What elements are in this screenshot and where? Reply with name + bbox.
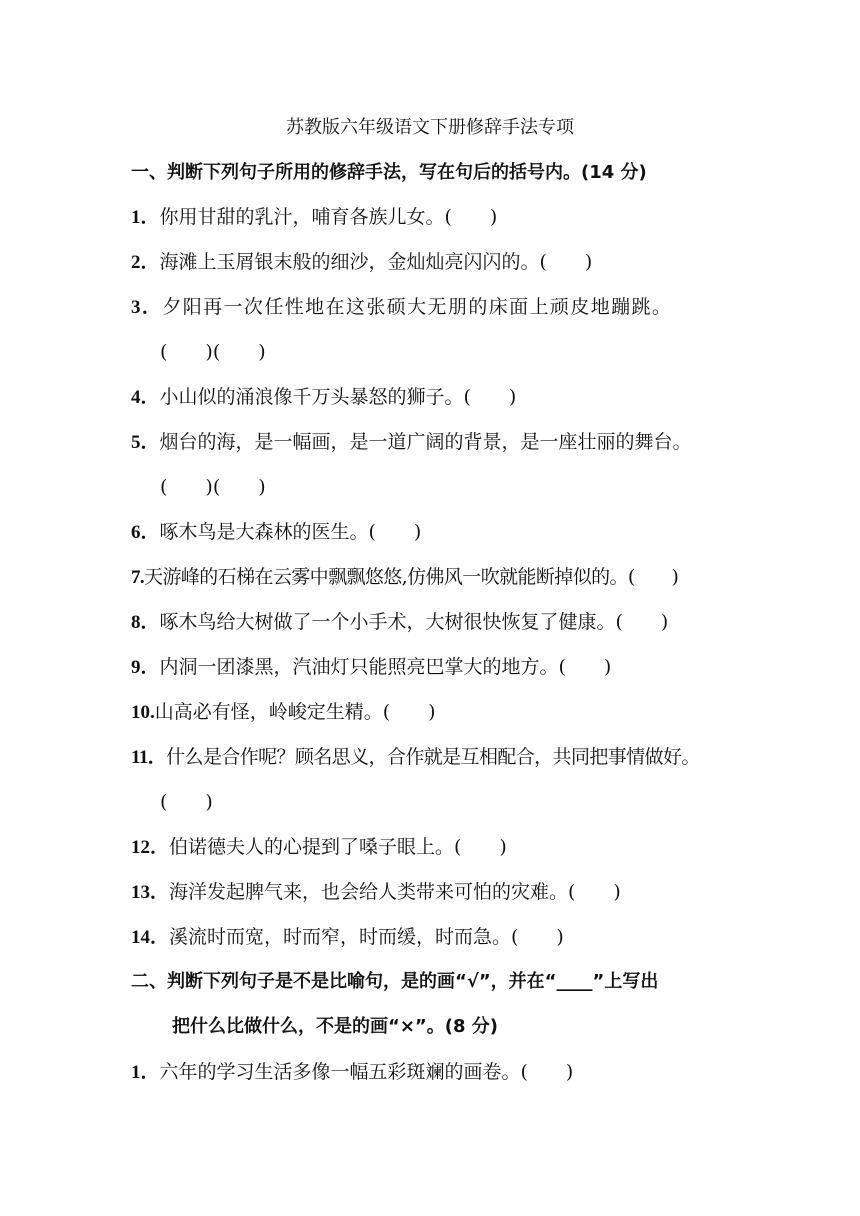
- question-text: 六年的学习生活多像一幅五彩斑斓的画卷。( ): [159, 1061, 574, 1083]
- question-number: 7.: [131, 567, 145, 588]
- question-number: 9．: [131, 657, 160, 678]
- question-11: [131, 744, 860, 771]
- question-number: 3．: [131, 297, 163, 318]
- question-text: 内洞一团漆黑，汽油灯只能照亮巴掌大的地方。( ): [159, 656, 612, 678]
- question-text: 啄木鸟给大树做了一个小手术，大树很快恢复了健康。( ): [159, 611, 669, 633]
- question-text: 你用甘甜的乳汁，哺育各族儿女。( ): [159, 206, 498, 228]
- question-5-answer-blanks: ( )( ): [160, 476, 266, 498]
- question-number: 5．: [131, 432, 160, 453]
- question-7: [131, 564, 860, 591]
- question-number: 8．: [131, 612, 160, 633]
- question-13: [131, 879, 860, 906]
- question-5: [131, 429, 860, 456]
- question-text: 伯诺德夫人的心提到了嗓子眼上。( ): [169, 836, 507, 858]
- question-text: 夕阳再一次任性地在这张硕大无朋的床面上顽皮地蹦跳。: [162, 296, 673, 318]
- question-8: [131, 609, 860, 636]
- question-number: 1．: [131, 207, 160, 228]
- question-number: 10.: [131, 702, 155, 723]
- question-number: 14．: [131, 927, 170, 948]
- question-3: [131, 294, 860, 321]
- question-3-answer-blanks: ( )( ): [160, 341, 266, 363]
- question-text: 啄木鸟是大森林的医生。( ): [159, 521, 422, 543]
- question-12: [131, 834, 860, 861]
- section2-heading-line2: 把什么比做什么，不是的画“×”。(8 分): [172, 1016, 498, 1037]
- question-number: 2．: [131, 252, 160, 273]
- question-number: 12．: [131, 837, 170, 858]
- question-text: 天游峰的石梯在云雾中飘飘悠悠,仿佛风一吹就能断掉似的。( ): [144, 566, 679, 588]
- question-6: [131, 519, 860, 546]
- worksheet-title: 苏教版六年级语文下册修辞手法专项: [286, 117, 574, 138]
- question-text: 海滩上玉屑银末般的细沙，金灿灿亮闪闪的。( ): [159, 251, 593, 273]
- section2-question-1: [131, 1059, 860, 1086]
- question-1: [131, 204, 860, 231]
- question-4: [131, 384, 860, 411]
- question-number: 6．: [131, 522, 160, 543]
- section2-heading-line1: 二、判断下列句子是不是比喻句，是的画“√”，并在“____”上写出: [131, 971, 659, 992]
- question-text: 溪流时而宽，时而窄，时而缓，时而急。( ): [169, 926, 564, 948]
- question-2: [131, 249, 860, 276]
- question-number: 13．: [131, 882, 170, 903]
- question-number: 11．: [131, 747, 167, 768]
- question-number: 4．: [131, 387, 160, 408]
- question-text: 海洋发起脾气来，也会给人类带来可怕的灾难。( ): [169, 881, 621, 903]
- question-text: 什么是合作呢？顾名思义，合作就是互相配合，共同把事情做好。: [166, 746, 700, 768]
- question-text: 烟台的海，是一幅画，是一道广阔的背景，是一座壮丽的舞台。: [159, 431, 692, 453]
- question-14: [131, 924, 860, 951]
- question-number: 1．: [131, 1062, 160, 1083]
- question-text: 山高必有怪，岭峻定生精。( ): [154, 701, 436, 723]
- question-9: [131, 654, 860, 681]
- question-text: 小山似的涌浪像千万头暴怒的狮子。( ): [159, 386, 517, 408]
- question-11-answer-blank: ( ): [160, 791, 213, 813]
- question-10: [131, 699, 860, 726]
- section1-heading: 一、判断下列句子所用的修辞手法，写在句后的括号内。(14 分): [131, 162, 647, 183]
